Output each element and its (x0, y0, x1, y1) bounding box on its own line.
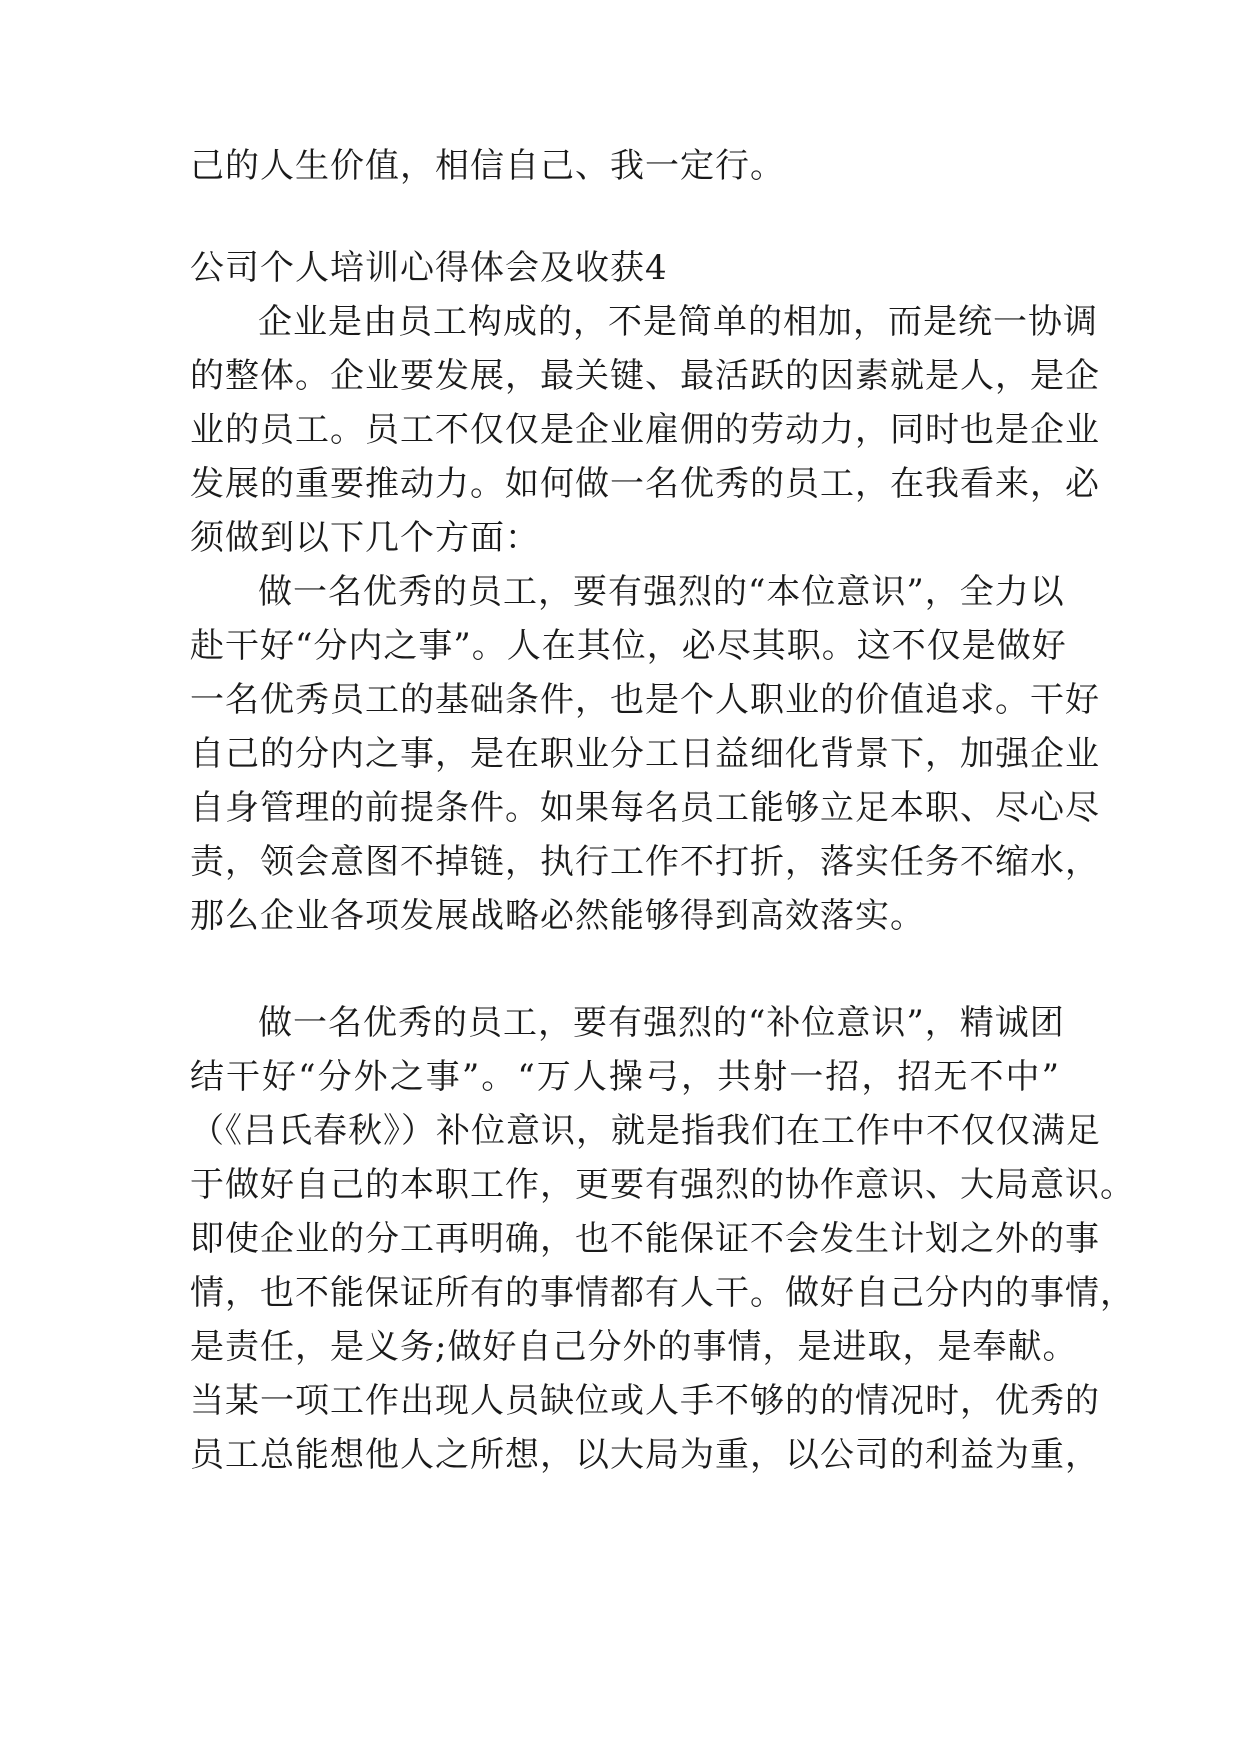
text-line: 企业是由员工构成的，不是简单的相加，而是统一协调 (258, 302, 1098, 342)
text-line: 做一名优秀的员工，要有强烈的“本位意识”，全力以 (258, 572, 1065, 612)
text-line: 结干好“分外之事”。“万人操弓，共射一招，招无不中” (190, 1057, 1060, 1097)
text-line: 己的人生价值，相信自己、我一定行。 (190, 146, 785, 186)
text-line: 当某一项工作出现人员缺位或人手不够的的情况时，优秀的 (190, 1381, 1100, 1421)
text-line: 一名优秀员工的基础条件，也是个人职业的价值追求。干好 (190, 680, 1100, 720)
text-line: 员工总能想他人之所想，以大局为重，以公司的利益为重， (190, 1435, 1100, 1475)
text-line: 业的员工。员工不仅仅是企业雇佣的劳动力，同时也是企业 (190, 410, 1100, 450)
text-line: 那么企业各项发展战略必然能够得到高效落实。 (190, 896, 925, 936)
text-line: 于做好自己的本职工作，更要有强烈的协作意识、大局意识。 (190, 1165, 1135, 1205)
text-line: 自己的分内之事，是在职业分工日益细化背景下，加强企业 (190, 734, 1100, 774)
text-line: 发展的重要推动力。如何做一名优秀的员工，在我看来，必 (190, 464, 1100, 504)
text-line: 须做到以下几个方面： (190, 518, 540, 558)
section-title: 公司个人培训心得体会及收获4 (190, 248, 668, 288)
text-line: 是责任，是义务;做好自己分外的事情，是进取，是奉献。 (190, 1327, 1078, 1367)
text-line: 的整体。企业要发展，最关键、最活跃的因素就是人，是企 (190, 356, 1100, 396)
text-line: 做一名优秀的员工，要有强烈的“补位意识”，精诚团 (258, 1003, 1065, 1043)
text-line: 赴干好“分内之事”。人在其位，必尽其职。这不仅是做好 (190, 626, 1067, 666)
text-line: 即使企业的分工再明确，也不能保证不会发生计划之外的事 (190, 1219, 1100, 1259)
text-line: 责，领会意图不掉链，执行工作不打折，落实任务不缩水， (190, 842, 1100, 882)
text-line: （《吕氏春秋》）补位意识，就是指我们在工作中不仅仅满足 (190, 1111, 1101, 1151)
text-line: 情，也不能保证所有的事情都有人干。做好自己分内的事情， (190, 1273, 1135, 1313)
text-line: 自身管理的前提条件。如果每名员工能够立足本职、尽心尽 (190, 788, 1100, 828)
